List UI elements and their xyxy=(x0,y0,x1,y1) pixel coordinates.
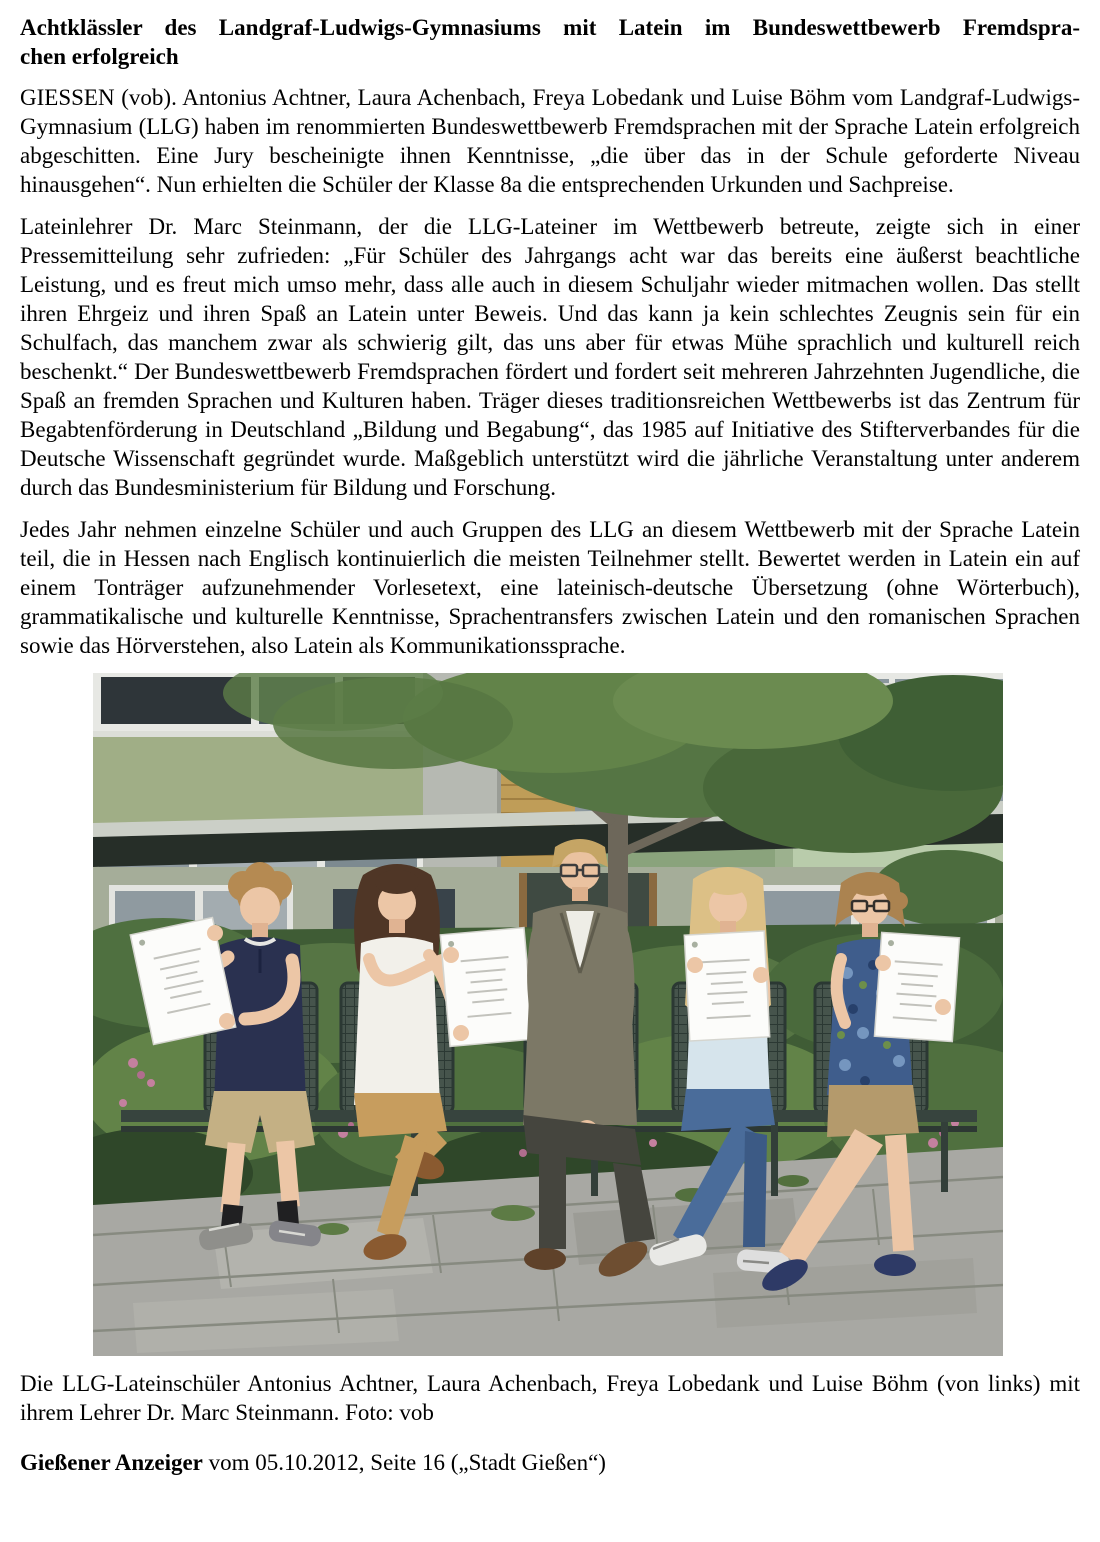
source-details: vom 05.10.2012, Seite 16 („Stadt Gießen“) xyxy=(202,1450,606,1475)
article-title xyxy=(20,13,1080,71)
article-photo-illustration xyxy=(93,673,1003,1356)
article-photo xyxy=(93,673,1003,1356)
source-publication: Gießener Anzeiger xyxy=(20,1450,203,1475)
photo-caption: Die LLG-Lateinschüler Antonius Achtner, Laura Achenbach, Freya Lobedank und Luise Böhm (von links) mit ihrem Lehrer Dr. Marc Steinmann. Foto: vob xyxy=(20,1371,1080,1425)
paragraph-contest-details: Jedes Jahr nehmen einzelne Schüler und auch Gruppen des LLG an diesem Wettbewerb mit der Sprache Latein teil, die in Hessen nach Englisch kontinuierlich die meisten Teilnehmer stellt. Bewertet werden in Latein ein auf einem Tonträger aufzunehmender Vorlesetext, eine lateinisch-deutsche Übersetzung (ohne Wörterbuch), grammatikalische und kulturelle Kenntnisse, Sprachentransfers zwischen Latein und den romanischen Sprachen sowie das Hörverstehen, also Latein als Kommunikationssprache. xyxy=(20,517,1080,658)
article-title-line1: Achtklässler des Landgraf-Ludwigs-Gymnasiums mit Latein im Bundeswettbewerb Fremdspra- xyxy=(20,15,1080,40)
source-line xyxy=(20,1448,1080,1477)
article-title-line2: chen erfolgreich xyxy=(20,44,179,69)
paragraph-lead: GIESSEN (vob). Antonius Achtner, Laura Achenbach, Freya Lobedank und Luise Böhm vom Landgraf-Ludwigs-Gymnasium (LLG) haben im renommierten Bundeswettbewerb Fremdsprachen mit der Sprache Latein erfolgreich abgeschitten. Eine Jury bescheinigte ihnen Kenntnisse, „die über das in der Schule geforderte Niveau hinausgehen“. Nun erhielten die Schüler der Klasse 8a die entsprechenden Urkunden und Sachpreise. xyxy=(20,85,1080,197)
paragraph-statement: Lateinlehrer Dr. Marc Steinmann, der die LLG-Lateiner im Wettbewerb betreute, zeigte sich in einer Pressemitteilung sehr zufrieden: „Für Schüler des Jahrgangs acht war das bereits eine äußerst beachtliche Leistung, und es freut mich umso mehr, dass alle auch in diesem Schuljahr wieder mitmachen wollen. Das stellt ihren Ehrgeiz und ihren Spaß an Latein unter Beweis. Und das kann ja kein schlechtes Zeugnis sein für ein Schulfach, das manchem zwar als schwierig gilt, das uns aber für etwas Mühe sprachlich und kulturell reich beschenkt.“ Der Bundeswettbewerb Fremdsprachen fördert und fordert seit mehreren Jahrzehnten Jugendliche, die Spaß an fremden Sprachen und Kulturen haben. Träger dieses traditionsreichen Wettbewerbs ist das Zentrum für Begabtenförderung in Deutschland „Bildung und Begabung“, das 1985 auf Initiative des Stifterverbandes für die Deutsche Wissenschaft gegründet wurde. Maßgeblich unterstützt wird die jährliche Veranstaltung unter anderem durch das Bundesministerium für Bildung und Forschung. xyxy=(20,214,1080,500)
